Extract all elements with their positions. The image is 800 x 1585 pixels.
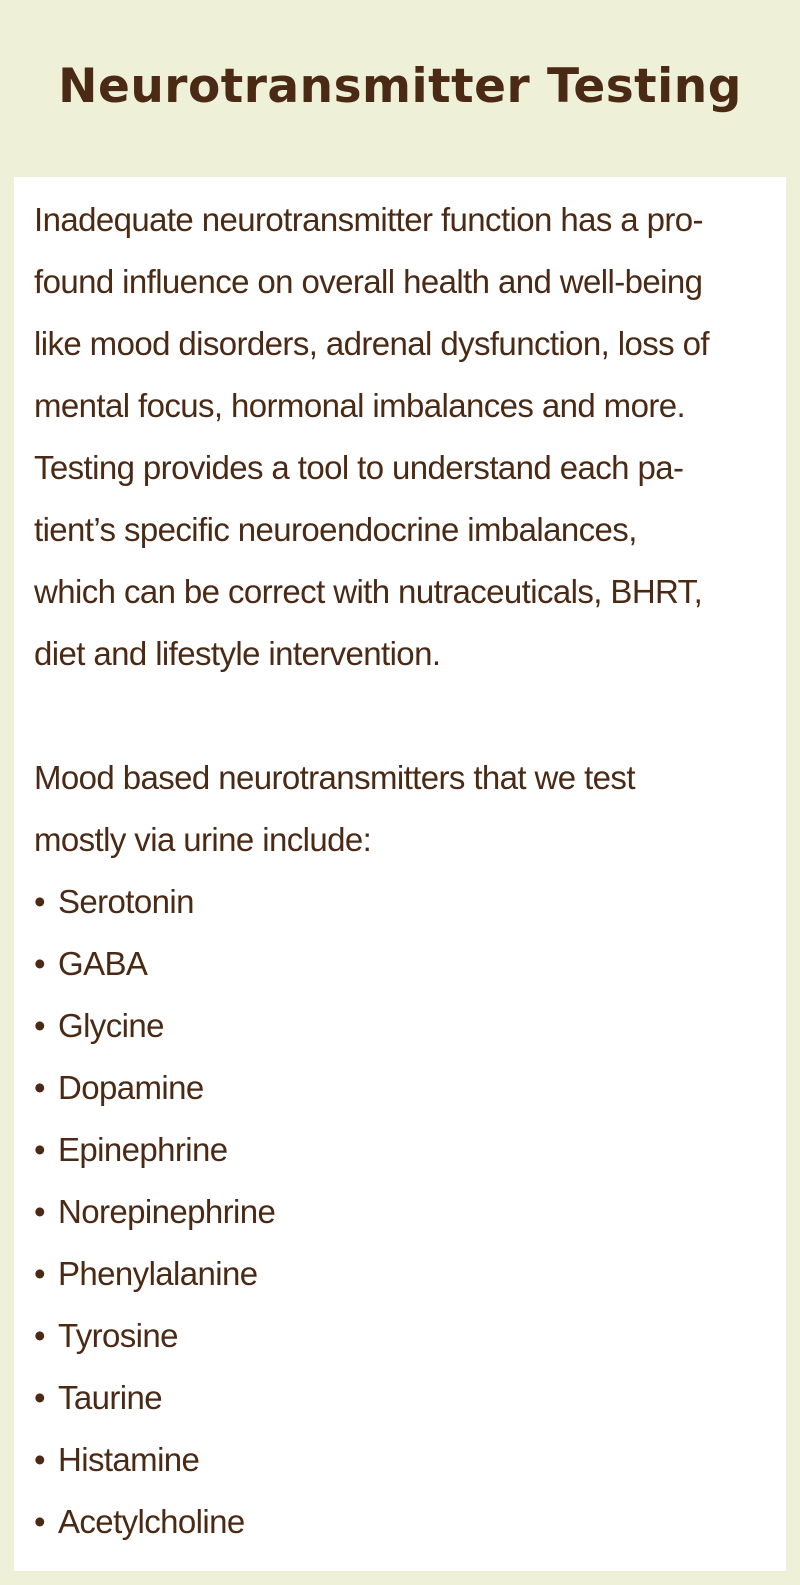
bullet-icon: •: [34, 1255, 45, 1292]
bullet-icon: •: [34, 1069, 45, 1106]
list-item: [34, 933, 766, 995]
list-item-label: Serotonin: [58, 883, 194, 920]
header: [0, 0, 800, 176]
list-item: [34, 995, 766, 1057]
list-item: [34, 1181, 766, 1243]
paragraph-line: Inadequate neurotransmitter function has a pro-: [34, 201, 703, 238]
bullet-icon: •: [34, 1503, 45, 1540]
list-item-label: Tyrosine: [58, 1317, 178, 1354]
list-item: [34, 1367, 766, 1429]
list-item-label: Dopamine: [58, 1069, 204, 1106]
bullet-icon: •: [34, 883, 45, 920]
list-item-label: Epinephrine: [58, 1131, 228, 1168]
list-item: [34, 1119, 766, 1181]
page-title: Neurotransmitter Testing: [58, 58, 742, 114]
intro-line: mostly via urine include:: [34, 821, 372, 858]
content-card: [14, 177, 786, 1571]
paragraph-line: found influence on overall health and well-being: [34, 263, 703, 300]
paragraph-line: like mood disorders, adrenal dysfunction, loss of: [34, 325, 709, 362]
description-paragraph: [34, 189, 766, 685]
intro-line: Mood based neurotransmitters that we test: [34, 759, 635, 796]
list-item-label: Norepinephrine: [58, 1193, 276, 1230]
list-item-label: Histamine: [58, 1441, 200, 1478]
paragraph-line: tient’s specific neuroendocrine imbalances,: [34, 511, 637, 548]
bullet-icon: •: [34, 1193, 45, 1230]
list-item: [34, 1491, 766, 1553]
text-block: [34, 189, 766, 1553]
bullet-icon: •: [34, 1007, 45, 1044]
list-item: [34, 1305, 766, 1367]
bullet-icon: •: [34, 1379, 45, 1416]
list-intro: [34, 747, 766, 871]
bullet-icon: •: [34, 1441, 45, 1478]
list-item: [34, 871, 766, 933]
paragraph-spacer: [34, 685, 766, 747]
list-item: [34, 1243, 766, 1305]
list-item-label: Acetylcholine: [58, 1503, 245, 1540]
paragraph-line: mental focus, hormonal imbalances and more.: [34, 387, 686, 424]
bullet-icon: •: [34, 945, 45, 982]
list-item-label: GABA: [58, 945, 148, 982]
paragraph-line: Testing provides a tool to understand each pa-: [34, 449, 684, 486]
paragraph-line: diet and lifestyle intervention.: [34, 635, 441, 672]
paragraph-line: which can be correct with nutraceuticals, BHRT,: [34, 573, 703, 610]
list-item-label: Glycine: [58, 1007, 164, 1044]
bullet-icon: •: [34, 1131, 45, 1168]
neurotransmitter-list: [34, 871, 766, 1553]
list-item-label: Taurine: [58, 1379, 163, 1416]
list-item: [34, 1057, 766, 1119]
list-item: [34, 1429, 766, 1491]
bullet-icon: •: [34, 1317, 45, 1354]
list-item-label: Phenylalanine: [58, 1255, 258, 1292]
